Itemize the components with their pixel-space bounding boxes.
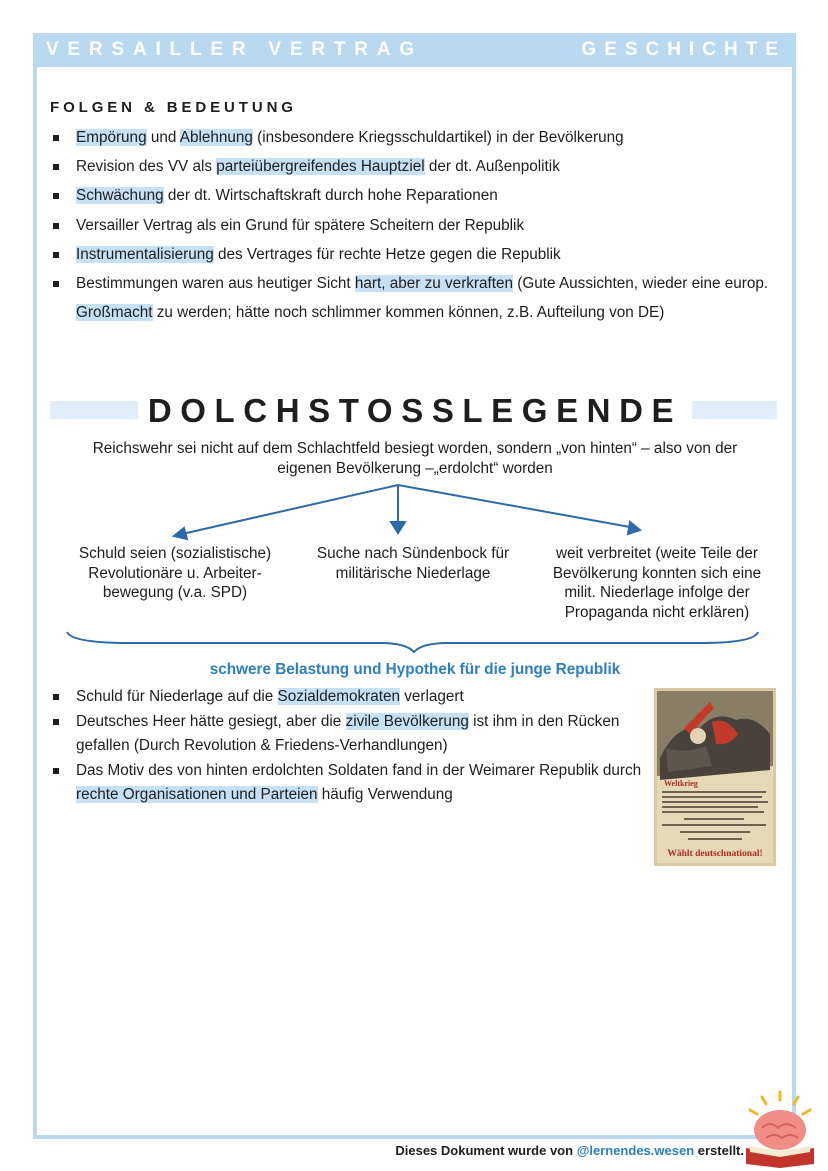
bullet-text: (Gute Aussichten, wieder eine europ. — [513, 275, 769, 293]
column-line: Bevölkerung konnten sich eine — [552, 564, 762, 582]
bullet-text: und — [146, 129, 180, 146]
bullet-item — [50, 710, 650, 759]
highlighted-term: Instrumentalisierung — [76, 245, 214, 263]
bullet-text: (insbesondere Kriegsschuldartikel) in der Bevölkerung — [252, 129, 624, 146]
highlighted-term: hart, aber zu verkraften — [354, 275, 514, 293]
bullet-text: zu werden; hätte noch schlimmer kommen können, z.B. Aufteilung von DE) — [152, 304, 665, 322]
brain-book-logo-icon — [740, 1088, 820, 1168]
svg-text:Weltkrieg: Weltkrieg — [664, 779, 698, 788]
summary-brace — [67, 632, 758, 652]
bullet-square-icon — [53, 768, 59, 774]
column-line: Propaganda nicht erklären) — [564, 603, 750, 621]
column-line: militärische Niederlage — [335, 564, 491, 582]
bullet-text: der dt. Außenpolitik — [424, 158, 560, 176]
bullet-item — [50, 759, 650, 808]
footer-suffix: erstellt. — [694, 1143, 744, 1158]
highlighted-term: Sozialdemokraten — [277, 688, 400, 705]
arrow-left-line — [182, 485, 398, 534]
spread-column — [530, 544, 784, 622]
column-line: bewegung (v.a. SPD) — [102, 584, 248, 601]
bullet-text: verlagert — [400, 688, 464, 705]
bullet-square-icon — [53, 719, 59, 725]
consequences-list — [50, 685, 650, 808]
highlighted-term: Ablehnung — [179, 129, 253, 146]
intro-line: Reichswehr sei nicht auf dem Schlachtfeld besiegt worden, sondern „von hinten“ – also von der — [92, 440, 738, 457]
highlighted-term: zivile Bevölkerung — [345, 712, 469, 730]
intro-line: eigenen Bevölkerung –„erdolcht“ worden — [277, 459, 553, 477]
arrow-right-line — [398, 485, 630, 527]
header-topic-title: VERSAILLER VERTRAG — [46, 39, 423, 60]
arrow-center-head — [391, 522, 405, 533]
footer-credit — [395, 1143, 744, 1158]
arrow-left-head — [174, 528, 187, 539]
bullet-text: Schuld für Niederlage auf die — [76, 688, 278, 705]
cause-column — [55, 544, 295, 603]
bullet-text: Deutsches Heer hätte gesiegt, aber die — [76, 712, 346, 730]
highlighted-term: rechte Organisationen und Parteien — [76, 786, 318, 804]
bullet-item — [50, 685, 650, 710]
bullet-text: Revision des VV als — [76, 158, 217, 176]
bullet-text: häufig Verwendung — [317, 786, 453, 804]
bullet-text: Versailler Vertrag als ein Grund für spätere Scheitern der Republik — [76, 216, 525, 234]
folgen-heading: FOLGEN & BEDEUTUNG — [50, 99, 297, 116]
footer-prefix: Dieses Dokument wurde von — [395, 1143, 577, 1158]
conclusion-heading: schwere Belastung und Hypothek für die junge Republik — [209, 661, 621, 678]
propaganda-poster-image — [654, 688, 776, 866]
scapegoat-column — [297, 544, 529, 583]
highlighted-term: Empörung — [76, 129, 147, 146]
header-subject-title: GESCHICHTE — [581, 39, 786, 60]
arrow-right-head — [628, 522, 640, 534]
bullet-text: Bestimmungen waren aus heutiger Sicht — [76, 275, 355, 293]
column-line: weit verbreitet (weite Teile der — [555, 545, 759, 562]
highlighted-term: Schwächung — [76, 187, 164, 205]
dolchstoss-title-text: DOLCHSTOSSLEGENDE — [138, 392, 692, 429]
column-line: Revolutionäre u. Arbeiter- — [88, 564, 262, 582]
column-line: Schuld seien (sozialistische) — [78, 545, 272, 562]
poster-headline: Wählt deutschnational! — [667, 849, 763, 859]
bullet-square-icon — [53, 694, 59, 700]
bullet-text: der dt. Wirtschaftskraft durch hohe Reparationen — [163, 187, 498, 205]
highlighted-term: Großmacht — [76, 304, 153, 322]
bullet-text: ist ihm in den Rücken gefallen (Durch Revolution & Friedens-Verhandlungen) — [76, 712, 620, 755]
bullet-text: des Vertrages für rechte Hetze gegen die Republik — [213, 245, 561, 263]
bullet-text: Das Motiv des von hinten erdolchten Soldaten fand in der Weimarer Republik durch — [76, 761, 642, 779]
footer-handle-link[interactable]: @lernendes.wesen — [576, 1143, 695, 1158]
column-line: Suche nach Sündenbock für — [316, 545, 510, 562]
column-line: milit. Niederlage infolge der — [564, 584, 750, 601]
highlighted-term: parteiübergreifendes Hauptziel — [216, 158, 425, 176]
